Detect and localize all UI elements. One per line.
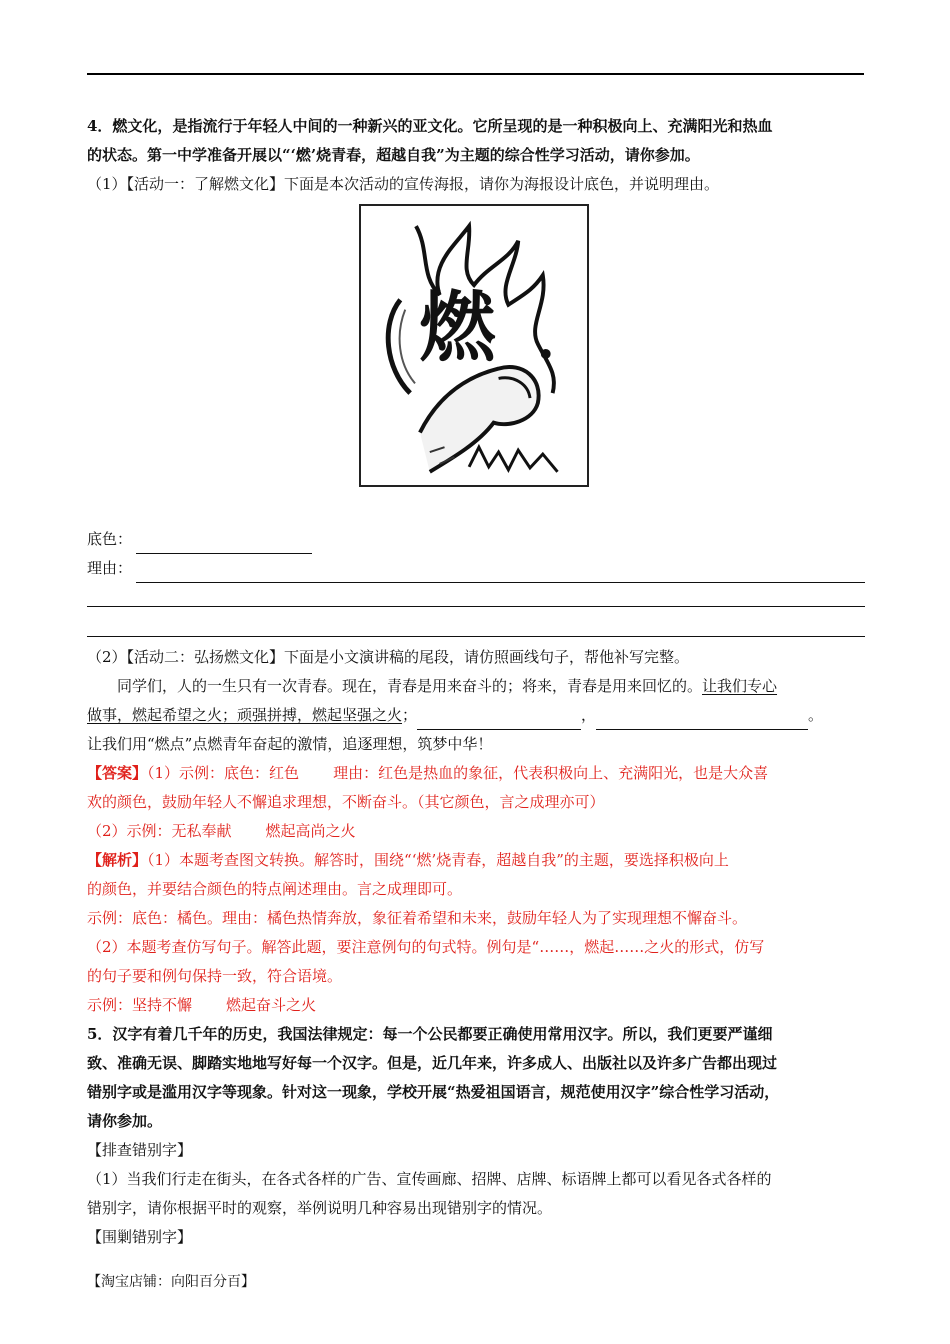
page-content bbox=[87, 112, 865, 1252]
poster-char: 燃 bbox=[418, 283, 496, 373]
analysis-line3: 示例：底色：橘色。理由：橘色热情奔放，象征着希望和未来，鼓励年轻人为了实现理想不懈奋斗。 bbox=[87, 909, 748, 927]
answer-2b: 燃起高尚之火 bbox=[265, 822, 356, 840]
q5-stem-line2: 致、准确无误、脚踏实地地写好每一个汉字。但是，近几年来，许多成人、出版社以及许多广告都出现过 bbox=[87, 1054, 778, 1072]
answer-line2: 欢的颜色，鼓励年轻人不懈追求理想，不断奋斗。（其它颜色，言之成理亦可） bbox=[87, 793, 605, 811]
speech-line3: 让我们用“燃点”点燃青年奋起的激情，追逐理想，筑梦中华！ bbox=[87, 735, 493, 753]
q5-stem-line3: 错别字或是滥用汉字等现象。针对这一现象，学校开展“热爱祖国语言，规范使用汉字”综合性学习活动， bbox=[87, 1083, 780, 1101]
base-color-label: 底色： bbox=[87, 530, 133, 548]
base-color-row bbox=[87, 525, 865, 554]
speech-period: 。 bbox=[808, 706, 824, 724]
top-rule bbox=[87, 73, 864, 75]
speech-blank-2[interactable] bbox=[596, 711, 808, 730]
q4-stem-line1: 4．燃文化，是指流行于年轻人中间的一种新兴的亚文化。它所呈现的是一种积极向上、充满阳光和热血 bbox=[87, 117, 773, 135]
answer-line3 bbox=[87, 817, 865, 846]
q5-stem-line1: 5．汉字有着几千年的历史，我国法律规定：每一个公民都要正确使用常用汉字。所以，我们更要严谨细 bbox=[87, 1025, 773, 1043]
reason-blank-line3[interactable] bbox=[87, 613, 865, 643]
answer-1a: （1）示例：底色：红色 bbox=[147, 764, 300, 782]
dot-mark bbox=[541, 349, 551, 359]
speech-underlined-1: 让我们专心 bbox=[702, 677, 778, 695]
q4-part2: （2）【活动二：弘扬燃文化】下面是小文演讲稿的尾段，请仿照画线句子，帮他补写完整。 bbox=[87, 648, 690, 666]
speech-blank-1[interactable] bbox=[417, 711, 581, 730]
q5-section2: 【围剿错别字】 bbox=[87, 1228, 193, 1246]
answer-1b: 理由：红色是热血的象征，代表积极向上、充满阳光，也是大众喜 bbox=[333, 764, 769, 782]
analysis-line1 bbox=[87, 846, 865, 875]
analysis-label: 【解析】 bbox=[87, 851, 148, 869]
reason-row bbox=[87, 554, 865, 583]
answer-2a: （2）示例：无私奉献 bbox=[87, 822, 232, 840]
answer-label: 【答案】 bbox=[87, 764, 148, 782]
analysis-line5: 的句子要和例句保持一致，符合语境。 bbox=[87, 967, 343, 985]
q5-part1-line1: （1）当我们行走在街头，在各式各样的广告、宣传画廊、招牌、店牌、标语牌上都可以看见各式各样的 bbox=[87, 1170, 772, 1188]
base-color-blank[interactable] bbox=[136, 533, 312, 554]
speech-line1 bbox=[87, 672, 865, 701]
speech-comma: ， bbox=[581, 706, 597, 724]
analysis-line2: 的颜色，并要结合颜色的特点阐述理由。言之成理即可。 bbox=[87, 880, 463, 898]
analysis-1: （1）本题考查图文转换。解答时，围绕“‘燃’烧青春，超越自我”的主题，要选择积极向上 bbox=[147, 851, 729, 869]
analysis-6b: 燃起奋斗之火 bbox=[226, 996, 317, 1014]
poster-image bbox=[359, 204, 589, 487]
analysis-6a: 示例：坚持不懈 bbox=[87, 996, 193, 1014]
speech-line2 bbox=[87, 701, 865, 730]
flame-hatch bbox=[400, 310, 415, 384]
analysis-line4: （2）本题考查仿写句子。解答此题，要注意例句的句式特。例句是“……，燃起……之火的形式，仿写 bbox=[87, 938, 765, 956]
q4-stem-line2: 的状态。第一中学准备开展以“‘燃’烧青春，超越自我”为主题的综合性学习活动，请你参加。 bbox=[87, 146, 700, 164]
answer-line1 bbox=[87, 759, 865, 788]
reason-blank-line2[interactable] bbox=[87, 583, 865, 613]
speech-text-a: 同学们，人的一生只有一次青春。现在，青春是用来奋斗的；将来，青春是用来回忆的。 bbox=[117, 677, 703, 695]
reason-label: 理由： bbox=[87, 559, 133, 577]
speech-semicolon: ； bbox=[402, 706, 418, 724]
poster-figure bbox=[87, 199, 865, 525]
crowd-icon bbox=[469, 447, 557, 472]
reason-blank[interactable] bbox=[136, 562, 865, 583]
analysis-line6 bbox=[87, 991, 865, 1020]
q5-section1: 【排查错别字】 bbox=[87, 1141, 193, 1159]
q5-part1-line2: 错别字，请你根据平时的观察，举例说明几种容易出现错别字的情况。 bbox=[87, 1199, 553, 1217]
q4-part1: （1）【活动一：了解燃文化】下面是本次活动的宣传海报，请你为海报设计底色，并说明理由。 bbox=[87, 175, 720, 193]
poster-drawing bbox=[361, 206, 587, 485]
speech-underlined-2: 做事，燃起希望之火；顽强拼搏，燃起坚强之火 bbox=[87, 706, 403, 724]
q5-stem-line4: 请你参加。 bbox=[87, 1112, 163, 1130]
footer-shop-label: 【淘宝店铺：向阳百分百】 bbox=[87, 1274, 255, 1290]
